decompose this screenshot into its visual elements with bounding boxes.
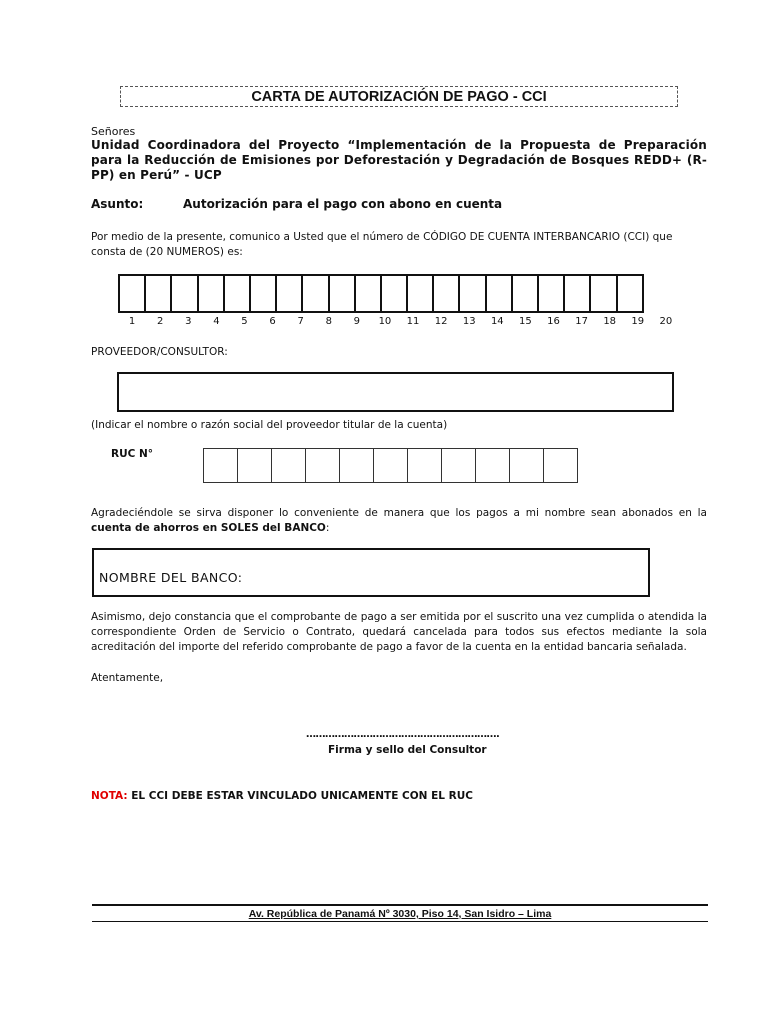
thanks-paragraph xyxy=(91,506,707,536)
cci-digit-number: 2 xyxy=(157,316,164,327)
signature-label: Firma y sello del Consultor xyxy=(328,744,487,756)
provider-label: PROVEEDOR/CONSULTOR: xyxy=(91,346,228,358)
cci-digit-cell[interactable] xyxy=(197,274,225,313)
bank-name-label: NOMBRE DEL BANCO: xyxy=(99,570,243,585)
document-title: CARTA DE AUTORIZACIÓN DE PAGO - CCI xyxy=(120,86,678,107)
cci-digit-cell[interactable] xyxy=(589,274,617,313)
cci-digit-number: 15 xyxy=(519,316,532,327)
provider-note: (Indicar el nombre o razón social del proveedor titular de la cuenta) xyxy=(91,419,448,431)
addressee: Unidad Coordinadora del Proyecto “Implementación de la Propuesta de Preparación para la Reducción de Emisiones por Deforestación y Degradación de Bosques REDD+ (R-PP) en Perú” - UCP xyxy=(91,138,707,182)
cci-digit-number: 1 xyxy=(128,316,136,327)
cci-digit-number: 18 xyxy=(603,316,617,327)
cci-digit-cell[interactable] xyxy=(170,274,198,313)
cci-digit-number: 4 xyxy=(213,316,220,327)
cci-digit-cell[interactable] xyxy=(616,274,644,313)
provider-name-field[interactable] xyxy=(117,372,674,412)
cci-digit-cell[interactable] xyxy=(354,274,382,313)
cci-digit-cell[interactable] xyxy=(275,274,303,313)
cci-digit-cell[interactable] xyxy=(406,274,434,313)
cci-digit-cell[interactable] xyxy=(301,274,329,313)
note-text: EL CCI DEBE ESTAR VINCULADO UNICAMENTE CON EL RUC xyxy=(127,790,473,802)
cci-digit-cell[interactable] xyxy=(249,274,277,313)
bank-name-field[interactable] xyxy=(92,548,650,597)
footer-address: Av. República de Panamá Nº 3030, Piso 14, San Isidro – Lima xyxy=(248,908,552,920)
cci-digit-number: 12 xyxy=(434,316,448,327)
cci-digit-number: 14 xyxy=(490,316,504,327)
footer-rule-bottom xyxy=(92,921,708,922)
cci-digit-number: 19 xyxy=(631,316,645,327)
ruc-label: RUC N° xyxy=(111,448,154,460)
cci-digit-number: 6 xyxy=(269,316,276,327)
cci-digit-numbers xyxy=(118,316,680,327)
cci-digit-cell[interactable] xyxy=(380,274,408,313)
ruc-digit-cell[interactable] xyxy=(305,448,340,483)
note-label: NOTA: xyxy=(91,790,128,802)
ruc-digit-cell[interactable] xyxy=(237,448,272,483)
cci-digit-number: 17 xyxy=(575,316,588,327)
cci-digit-number: 10 xyxy=(378,316,392,327)
cci-digit-number: 16 xyxy=(547,316,560,327)
thanks-bold: cuenta de ahorros en SOLES del BANCO xyxy=(91,522,326,534)
ruc-digit-cell[interactable] xyxy=(475,448,510,483)
footer-rule-top xyxy=(92,904,708,906)
subject-text: Autorización para el pago con abono en cuenta xyxy=(183,197,503,211)
cci-digit-number: 9 xyxy=(353,316,361,327)
cci-digit-cell[interactable] xyxy=(458,274,486,313)
cci-digit-number: 13 xyxy=(462,316,476,327)
subject-label: Asunto: xyxy=(91,197,144,211)
cci-digit-cell[interactable] xyxy=(118,274,146,313)
cci-digit-cell[interactable] xyxy=(328,274,356,313)
cci-digit-cell[interactable] xyxy=(511,274,539,313)
greeting: Señores xyxy=(91,125,136,138)
thanks-end: : xyxy=(325,522,330,534)
farewell: Atentamente, xyxy=(91,672,164,684)
cci-digit-cell[interactable] xyxy=(563,274,591,313)
note xyxy=(91,790,473,802)
thanks-text: Agradeciéndole se sirva disponer lo conveniente de manera que los pagos a mi nombre sean abonados en la xyxy=(91,507,707,519)
cci-digit-grid[interactable] xyxy=(118,274,644,313)
ruc-digit-cell[interactable] xyxy=(441,448,476,483)
cci-digit-number: 8 xyxy=(325,316,332,327)
ruc-digit-grid[interactable] xyxy=(203,448,578,483)
ruc-digit-cell[interactable] xyxy=(407,448,442,483)
ruc-digit-cell[interactable] xyxy=(543,448,578,483)
cci-digit-number: 5 xyxy=(241,316,248,327)
ruc-digit-cell[interactable] xyxy=(373,448,408,483)
cci-digit-cell[interactable] xyxy=(537,274,565,313)
cci-digit-cell[interactable] xyxy=(485,274,513,313)
cci-digit-cell[interactable] xyxy=(223,274,251,313)
cci-digit-cell[interactable] xyxy=(144,274,172,313)
cci-digit-cell[interactable] xyxy=(432,274,460,313)
closing-paragraph: Asimismo, dejo constancia que el comprobante de pago a ser emitida por el suscrito una vez cumplida o atendida la correspondiente Orden de Servicio o Contrato, quedará cancelada para todos sus efectos mediante la sola acreditación del importe del referido comprobante de pago a favor de la cuenta en la entidad bancaria señalada. xyxy=(91,611,707,653)
ruc-digit-cell[interactable] xyxy=(203,448,238,483)
cci-digit-number: 11 xyxy=(406,316,420,327)
ruc-digit-cell[interactable] xyxy=(509,448,544,483)
cci-digit-number: 20 xyxy=(659,316,673,327)
ruc-digit-cell[interactable] xyxy=(339,448,374,483)
cci-digit-number: 3 xyxy=(185,316,192,327)
cci-digit-number: 7 xyxy=(297,316,304,327)
ruc-digit-cell[interactable] xyxy=(271,448,306,483)
intro-paragraph: Por medio de la presente, comunico a Usted que el número de CÓDIGO DE CUENTA INTERBANCARIO (CCI) que consta de (20 NUMEROS) es: xyxy=(91,231,673,258)
signature-line: ……………………………………………………. xyxy=(306,729,500,740)
